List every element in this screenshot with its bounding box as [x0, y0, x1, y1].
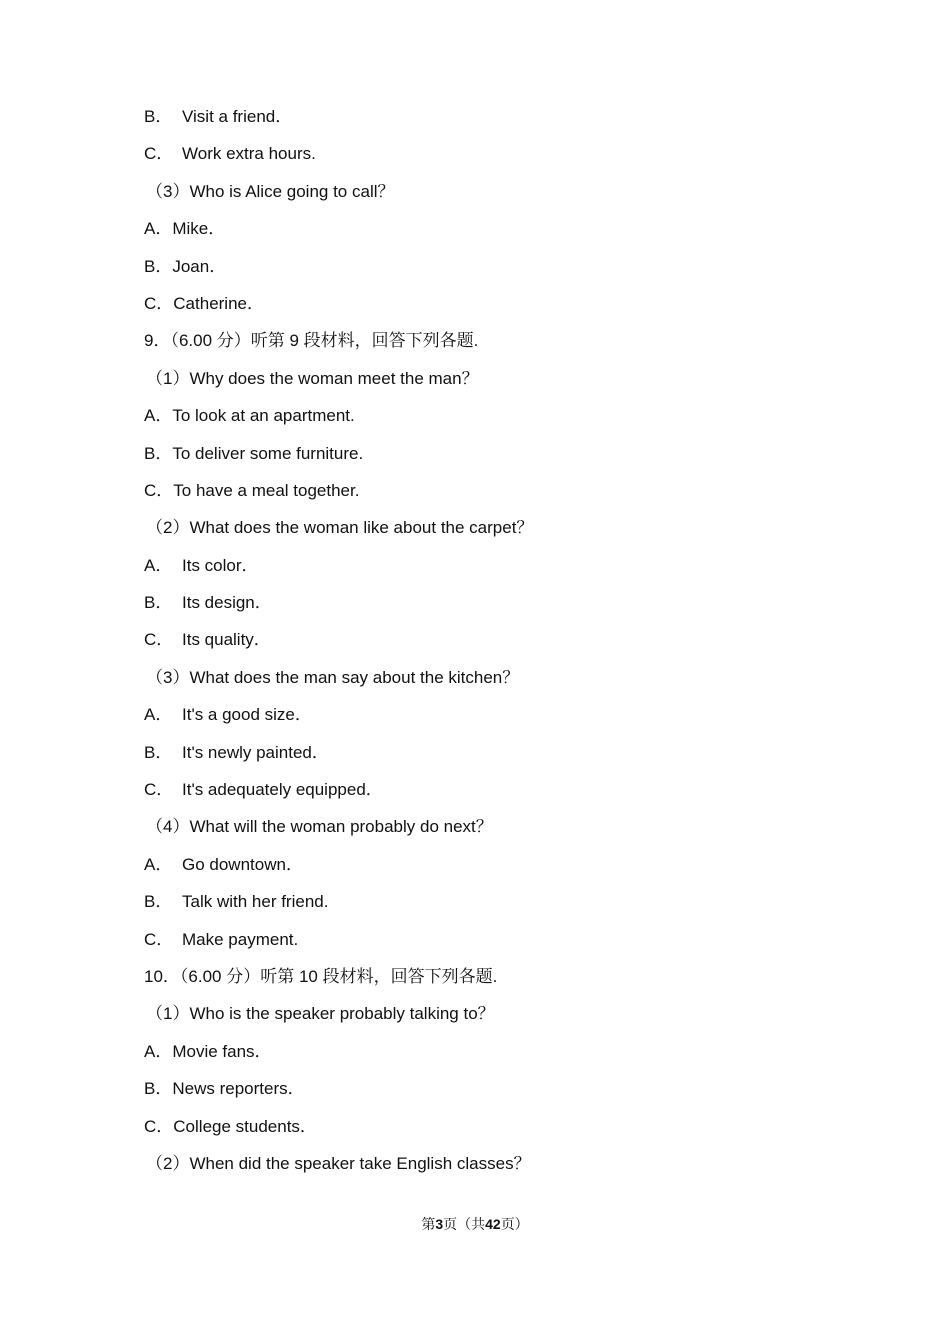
option-text: To have a meal together. [173, 480, 360, 500]
footer-prefix: 第 [421, 1217, 436, 1233]
option-text: Visit a friend． [182, 107, 293, 126]
answer-option [0, 291, 950, 328]
option-text: Talk with her friend. [182, 892, 329, 912]
option-text: Go downtown． [182, 854, 303, 874]
option-label: B． [144, 1079, 173, 1099]
option-label: A． [144, 406, 173, 426]
option-label: C． [144, 144, 174, 164]
option-text: Mike． [172, 219, 226, 239]
option-text: It's newly painted． [182, 742, 329, 762]
option-text: College students． [173, 1116, 317, 1136]
option-label: B． [144, 107, 173, 126]
option-label: C． [144, 1116, 174, 1136]
option-label: A． [144, 1041, 173, 1061]
sub-question [0, 366, 950, 403]
option-label: C． [144, 929, 174, 949]
option-text: Its design． [182, 593, 272, 613]
answer-option [0, 1114, 950, 1151]
answer-option [0, 702, 950, 739]
sub-question [0, 1001, 950, 1038]
sub-question [0, 1151, 950, 1188]
answer-option [0, 216, 950, 253]
option-label: B． [144, 443, 173, 463]
answer-option [0, 478, 950, 515]
option-text: Joan． [172, 256, 227, 276]
option-text: Make payment. [182, 929, 299, 949]
option-label: C． [144, 480, 174, 500]
answer-option [0, 141, 950, 178]
sub-question-text: （3）Who is Alice going to call？ [146, 181, 395, 201]
footer-middle: 页（共 [443, 1217, 486, 1233]
option-text: To look at an apartment. [172, 406, 355, 426]
sub-question-text: （2）What does the woman like about the carpet？ [146, 518, 534, 538]
option-text: Work extra hours. [182, 144, 316, 164]
sub-question-text: （1）Who is the speaker probably talking to？ [146, 1004, 495, 1024]
sub-question-text: （4）What will the woman probably do next？ [146, 817, 493, 837]
option-text: News reporters． [172, 1079, 305, 1099]
answer-option [0, 1039, 950, 1076]
option-text: Movie fans． [172, 1041, 272, 1061]
answer-option [0, 254, 950, 291]
answer-option [0, 627, 950, 664]
total-page-count: 42 [485, 1216, 501, 1232]
answer-option [0, 104, 950, 141]
answer-option [0, 777, 950, 814]
sub-question-text: （1）Why does the woman meet the man？ [146, 368, 479, 388]
option-label: C． [144, 293, 174, 313]
answer-option [0, 740, 950, 777]
option-text: Its color． [182, 555, 259, 575]
page-footer [0, 1214, 950, 1234]
sub-question [0, 814, 950, 851]
answer-option [0, 852, 950, 889]
answer-option [0, 1076, 950, 1113]
option-label: B． [144, 742, 173, 762]
option-label: B． [144, 256, 173, 276]
question-heading [0, 328, 950, 365]
footer-suffix: 页） [500, 1217, 529, 1233]
question-text: 9．（6.00 分）听第 9 段材料，回答下列各题. [144, 331, 479, 351]
option-text: To deliver some furniture. [172, 443, 364, 463]
option-label: A． [144, 854, 173, 874]
sub-question [0, 179, 950, 216]
answer-option [0, 590, 950, 627]
answer-option [0, 553, 950, 590]
question-list [0, 104, 950, 1188]
option-label: C． [144, 780, 174, 800]
sub-question [0, 515, 950, 552]
question-text: 10．（6.00 分）听第 10 段材料，回答下列各题. [144, 966, 498, 986]
option-label: B． [144, 892, 173, 912]
answer-option [0, 403, 950, 440]
sub-question [0, 665, 950, 702]
sub-question-text: （2）When did the speaker take English classes？ [146, 1153, 531, 1173]
option-label: A． [144, 705, 173, 725]
option-text: Its quality． [182, 630, 271, 650]
option-text: It's adequately equipped． [182, 780, 383, 800]
sub-question-text: （3）What does the man say about the kitchen？ [146, 667, 520, 687]
answer-option [0, 889, 950, 926]
option-label: C． [144, 630, 174, 650]
option-label: A． [144, 219, 173, 239]
answer-option [0, 927, 950, 964]
option-label: A． [144, 555, 173, 575]
answer-option [0, 441, 950, 478]
option-label: B． [144, 593, 173, 613]
option-text: Catherine． [173, 293, 264, 313]
current-page-number: 3 [435, 1216, 444, 1232]
option-text: It's a good size． [182, 705, 312, 725]
question-heading [0, 964, 950, 1001]
